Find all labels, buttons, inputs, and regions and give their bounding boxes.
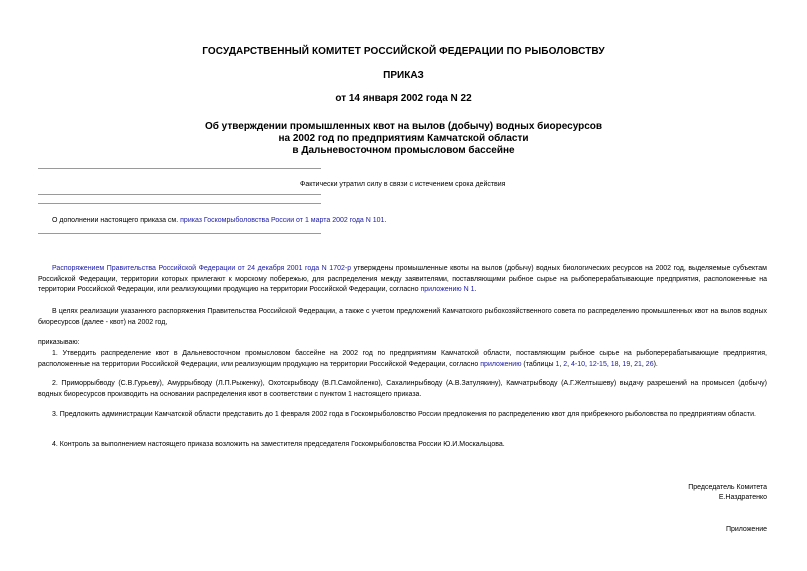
doc-title-line-1: Об утверждении промышленных квот на вылов (добычу) водных биоресурсов xyxy=(204,121,603,132)
signature-block xyxy=(640,483,767,503)
appendix-1-link[interactable]: приложению N 1 xyxy=(420,286,475,293)
divider xyxy=(38,168,321,169)
doc-title-line-2: на 2002 год по предприятиям Камчатской области xyxy=(278,133,529,144)
appendix-link[interactable]: приложению xyxy=(480,360,522,368)
doc-title-line-3: в Дальневосточном промысловом бассейне xyxy=(292,145,515,156)
committee-name: ГОСУДАРСТВЕННЫЙ КОМИТЕТ РОССИЙСКОЙ ФЕДЕРАЦИИ ПО РЫБОЛОВСТВУ xyxy=(202,46,605,57)
table-link[interactable]: 21 xyxy=(634,360,642,368)
status-note: Фактически утратил силу в связи с истечением срока действия xyxy=(300,181,506,188)
table-link[interactable]: 4-10 xyxy=(571,360,586,368)
doc-title xyxy=(0,121,807,157)
item-3: 3. Предложить администрации Камчатской области представить до 1 февраля 2002 года в Госкомрыболовство России предложения по распределению квот для прибрежного рыболовства по предприятиям области. xyxy=(52,411,756,418)
appendix-label: Приложение xyxy=(725,526,767,533)
addition-note-suffix: . xyxy=(384,217,387,224)
order-word: приказываю: xyxy=(38,339,80,346)
item-4: 4. Контроль за выполнением настоящего приказа возложить на заместителя председателя Госкомрыболовства России Ю.И.Москальцова. xyxy=(52,441,505,448)
divider xyxy=(38,194,321,195)
table-link[interactable]: 1 xyxy=(555,360,560,368)
paragraph-1-text: утверждены промышленные квоты на вылов (добычу) водных биологических ресурсов на 2002 год, выделяемые субъектам Российской Федерации, территории которых прилегают к морскому побережью, для распределения между заявителями, поставляющими рыбное сырье на рыбоперерабатывающие предприятия, расположенные на территории Российской Федерации, или реализующими продукцию на территории Российской Федерации, согласно xyxy=(38,265,767,293)
table-link[interactable]: 18 xyxy=(610,360,619,368)
addition-note-prefix: О дополнении настоящего приказа см. xyxy=(52,217,181,224)
signature-position: Председатель Комитета xyxy=(688,484,767,491)
item-1-text: 1. Утвердить распределение квот в Дальневосточном промысловом бассейне на 2002 год по предприятиям Камчатской области, поставляющим рыбное сырье на рыбоперерабатывающие предприятия, расположенные на территории Российской Федерации, или реализующим продукцию на территории Российской Федерации, согласно xyxy=(38,350,767,368)
table-link[interactable]: 12-15 xyxy=(588,360,607,368)
table-link[interactable]: 26 xyxy=(645,360,654,368)
table-link[interactable]: 2 xyxy=(563,360,568,368)
item-1-tables-open: (таблицы xyxy=(521,360,556,368)
item-2: 2. Приморрыбводу (С.В.Гурьеву), Амуррыбводу (Л.П.Рыженку), Охотскрыбводу (В.П.Самойленко), Сахалинрыбводу (А.В.Затулякину), Камчатрыбводу (А.Г.Желтышеву) выдачу разрешений на промысел (добычу) водных биоресурсов производить на основании распределения квот в соответствии с пунктом 1 настоящего приказа. xyxy=(38,380,767,398)
doc-date-number: от 14 января 2002 года N 22 xyxy=(335,93,472,104)
government-order-link[interactable]: Распоряжением Правительства Российской Федерации от 24 декабря 2001 года N 1702-р xyxy=(52,265,352,272)
item-1: 1. Утвердить распределение квот в Дальневосточном промысловом бассейне на 2002 год по предприятиям Камчатской области, поставляющим рыбное сырье на рыбоперерабатывающие предприятия, расположенные на территории Российской Федерации, или реализующим продукцию на территории Российской Федерации, согласно приложению (таблицы 1, 2, 4-10, 12-15, 18, 19, 21, 26). xyxy=(38,350,767,368)
paragraph-1 xyxy=(38,264,767,296)
paragraph-1-end: . xyxy=(474,286,477,293)
doc-type: ПРИКАЗ xyxy=(383,70,424,81)
item-1-tables-close: ). xyxy=(653,360,658,368)
order-101-link[interactable]: приказ Госкомрыболовства России от 1 марта 2002 года N 101 xyxy=(180,217,385,224)
addition-note xyxy=(52,216,552,225)
paragraph-2: В целях реализации указанного распоряжения Правительства Российской Федерации, а также с учетом предложений Камчатского рыбохозяйственного совета по распределению промышленных квот на вылов водных биоресурсов (далее - квот) на 2002 год, xyxy=(38,308,767,326)
divider xyxy=(38,203,321,204)
signature-name: Е.Наздратенко xyxy=(718,494,767,501)
table-link[interactable]: 19 xyxy=(622,360,631,368)
divider xyxy=(38,233,321,234)
